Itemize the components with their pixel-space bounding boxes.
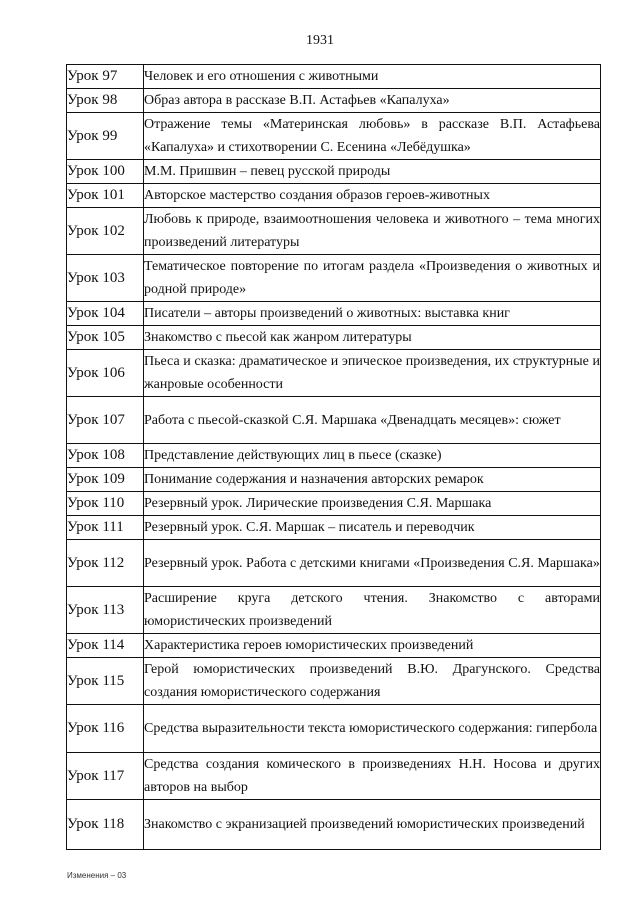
lesson-number: Урок 109: [67, 468, 144, 492]
lesson-number: Урок 100: [67, 160, 144, 184]
lesson-number: Урок 102: [67, 208, 144, 255]
table-row: [67, 208, 601, 255]
lesson-number: Урок 103: [67, 255, 144, 302]
table-row: [67, 753, 601, 800]
table-row: [67, 634, 601, 658]
lesson-number: Урок 105: [67, 326, 144, 350]
lesson-table-body: [67, 65, 601, 850]
lesson-topic: Резервный урок. С.Я. Маршак – писатель и переводчик: [144, 516, 601, 540]
lesson-number: Урок 98: [67, 89, 144, 113]
table-row: [67, 326, 601, 350]
table-row: [67, 302, 601, 326]
lesson-topic: Резервный урок. Работа с детскими книгами «Произведения С.Я. Маршака»: [144, 540, 601, 587]
table-row: [67, 397, 601, 444]
lesson-topic: Расширение круга детского чтения. Знакомство с авторами юмористических произведений: [144, 587, 601, 634]
table-row: [67, 587, 601, 634]
table-row: [67, 255, 601, 302]
table-row: [67, 444, 601, 468]
lesson-number: Урок 107: [67, 397, 144, 444]
table-row: [67, 658, 601, 705]
lesson-topic: Человек и его отношения с животными: [144, 65, 601, 89]
lesson-topic: Резервный урок. Лирические произведения С.Я. Маршака: [144, 492, 601, 516]
lesson-number: Урок 101: [67, 184, 144, 208]
table-row: [67, 516, 601, 540]
table-row: [67, 350, 601, 397]
lesson-topic: Авторское мастерство создания образов героев-животных: [144, 184, 601, 208]
table-row: [67, 89, 601, 113]
lesson-number: Урок 113: [67, 587, 144, 634]
lesson-topic: Представление действующих лиц в пьесе (сказке): [144, 444, 601, 468]
lesson-number: Урок 112: [67, 540, 144, 587]
lesson-topic: Средства выразительности текста юмористического содержания: гипербола: [144, 705, 601, 753]
lesson-number: Урок 110: [67, 492, 144, 516]
page-number: 1931: [306, 33, 334, 48]
lesson-topic: М.М. Пришвин – певец русской природы: [144, 160, 601, 184]
lesson-topic: Понимание содержания и назначения авторских ремарок: [144, 468, 601, 492]
lesson-number: Урок 104: [67, 302, 144, 326]
lesson-number: Урок 118: [67, 800, 144, 850]
lesson-topic: Отражение темы «Материнская любовь» в рассказе В.П. Астафьева «Капалуха» и стихотворении С. Есенина «Лебёдушка»: [144, 113, 601, 160]
table-row: [67, 184, 601, 208]
lesson-topic: Работа с пьесой-сказкой С.Я. Маршака «Двенадцать месяцев»: сюжет: [144, 397, 601, 444]
table-row: [67, 800, 601, 850]
table-row: [67, 468, 601, 492]
lesson-topic: Писатели – авторы произведений о животных: выставка книг: [144, 302, 601, 326]
table-row: [67, 705, 601, 753]
lesson-topic: Тематическое повторение по итогам раздела «Произведения о животных и родной природе»: [144, 255, 601, 302]
table-row: [67, 65, 601, 89]
lesson-number: Урок 99: [67, 113, 144, 160]
lesson-number: Урок 117: [67, 753, 144, 800]
lesson-topic: Герой юмористических произведений В.Ю. Драгунского. Средства создания юмористического содержания: [144, 658, 601, 705]
lesson-number: Урок 106: [67, 350, 144, 397]
lesson-number: Урок 114: [67, 634, 144, 658]
lesson-topic: Образ автора в рассказе В.П. Астафьев «Капалуха»: [144, 89, 601, 113]
table-row: [67, 160, 601, 184]
footer-note: Изменения – 03: [67, 871, 127, 880]
table-row: [67, 540, 601, 587]
lesson-topic: Знакомство с пьесой как жанром литературы: [144, 326, 601, 350]
table-row: [67, 492, 601, 516]
lesson-number: Урок 116: [67, 705, 144, 753]
lesson-number: Урок 108: [67, 444, 144, 468]
lesson-topic: Характеристика героев юмористических произведений: [144, 634, 601, 658]
lesson-number: Урок 111: [67, 516, 144, 540]
lesson-topic: Любовь к природе, взаимоотношения человека и животного – тема многих произведений литературы: [144, 208, 601, 255]
lesson-number: Урок 97: [67, 65, 144, 89]
lesson-number: Урок 115: [67, 658, 144, 705]
lesson-topic: Средства создания комического в произведениях Н.Н. Носова и других авторов на выбор: [144, 753, 601, 800]
table-row: [67, 113, 601, 160]
lesson-topic: Пьеса и сказка: драматическое и эпическое произведения, их структурные и жанровые особенности: [144, 350, 601, 397]
lesson-table: [66, 64, 601, 850]
lesson-topic: Знакомство с экранизацией произведений юмористических произведений: [144, 800, 601, 850]
